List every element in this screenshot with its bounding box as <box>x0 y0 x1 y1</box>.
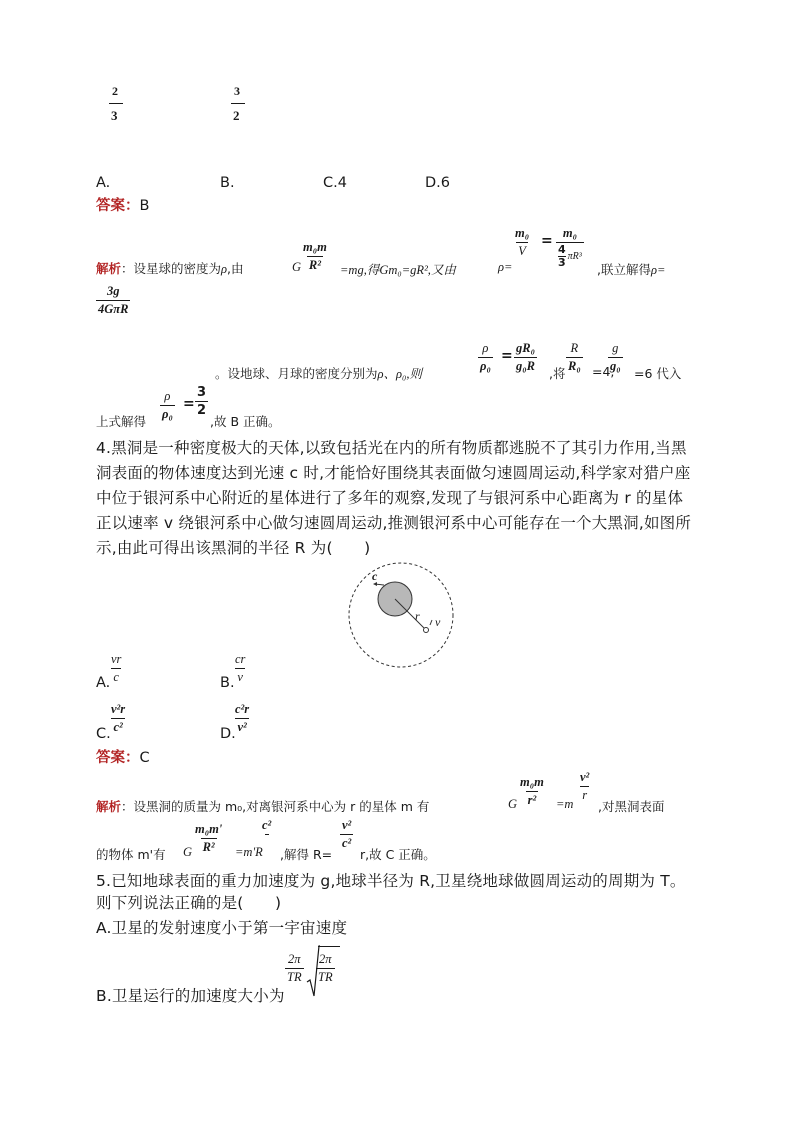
symbol-G: G <box>292 260 302 274</box>
option-b-fraction: $\frac{cr}{v}$ <box>235 652 246 684</box>
fraction-v2-over-c2: $\frac{\text{v²}}{\text{c²}}$ <box>342 818 352 850</box>
black-hole-diagram <box>344 558 460 674</box>
equals-sign: = <box>501 348 513 364</box>
fraction-2pi-over-TR: $\frac{2\pi}{TR}$ <box>287 952 302 984</box>
equals-sign: = <box>183 396 195 412</box>
question-4-stem-line: 正以速率 v 绕银河系中心做匀速圆周运动,推测银河系中心可能存在一个大黑洞,如图所 <box>96 514 692 532</box>
analysis-text: ,故 B 正确。 <box>210 414 281 429</box>
fraction-R-over-R0: $\frac{R}{\text{R₀}}$ <box>568 341 581 373</box>
option-b-text: B.卫星运行的加速度大小为 <box>96 987 285 1005</box>
fraction-v2-over-r: $\frac{\text{v²}}{r}$ <box>580 770 590 802</box>
fraction-m0-over-volume: m₀ 4 3 πR³ <box>558 226 582 269</box>
sqrt-overline <box>318 946 340 947</box>
label-v: v <box>435 615 441 629</box>
analysis-text: ,解得 R= <box>280 847 333 862</box>
answer-label: 答案 <box>96 750 125 766</box>
analysis-label: 解析 <box>96 799 122 814</box>
analysis-text: ,对黑洞表面 <box>598 799 665 814</box>
analysis-text: =mg,得Gm₀=gR²,又由 <box>340 263 456 277</box>
analysis-text: =6 代入 <box>634 366 682 381</box>
symbol-G: G <box>508 797 518 811</box>
velocity-v-arrow <box>430 620 432 625</box>
eq-mpR: =m'R <box>235 845 263 859</box>
label-r: r <box>415 609 420 623</box>
option-b-label: B. <box>220 675 235 691</box>
fraction-m0m-over-R2: $\frac{\text{m₀m}}{\text{R²}}$ <box>303 240 327 272</box>
question-5-stem-line: 则下列说法正确的是( ) <box>96 894 282 912</box>
option-c-fraction: $\frac{\text{v²r}}{\text{c²}}$ <box>111 702 126 734</box>
fraction-g-over-g0: $\frac{g}{\text{g₀}}$ <box>610 341 621 373</box>
analysis-text: ,联立解得ρ= <box>597 262 666 277</box>
fraction-m0m-over-r2: $\frac{\text{m₀m}}{\text{r²}}$ <box>520 775 544 807</box>
fraction-denominator: 3 <box>111 108 118 123</box>
fraction-sqrt-2pi-over-TR: $\frac{2\pi}{TR}$ <box>318 952 333 984</box>
analysis-text: =4, <box>592 364 615 379</box>
fraction-m0mp-over-R2: $\frac{\text{m₀m'}}{\text{R²}}$ <box>195 822 223 854</box>
answer-value: C <box>139 750 150 766</box>
fraction-3g-over-4GpiR: 3g 4GπR <box>98 284 129 316</box>
analysis-text: ,将 <box>549 366 566 381</box>
answer-label: 答案 <box>96 198 125 214</box>
fraction-rho-over-rho0: $\frac{\rho}{\text{ρ₀}}$ <box>480 341 491 373</box>
analysis-label: 解析 <box>96 261 122 276</box>
equals-sign: = <box>541 233 553 249</box>
fraction-bar <box>109 103 123 104</box>
option-d-fraction: $\frac{\text{c²r}}{\text{v²}}$ <box>235 702 250 734</box>
analysis-text: 的物体 m'有 <box>96 847 166 862</box>
option-c-label: C. <box>96 726 111 742</box>
fraction-3-over-2: $\frac{3}{2}$ <box>197 385 207 418</box>
analysis-line: 解析：设星球的密度为ρ,由 <box>96 261 244 276</box>
fraction-fragment-numerator: 2 <box>112 84 118 98</box>
option-d: D.6 <box>425 175 450 191</box>
analysis-line: 解析：设黑洞的质量为 m₀,对离银河系中心为 r 的星体 m 有 <box>96 799 430 814</box>
analysis-text: 。设地球、月球的密度分别为ρ、ρ₀,则 <box>215 366 422 381</box>
label-c: c <box>372 569 378 583</box>
rho-eq: ρ= <box>498 260 513 274</box>
question-4-stem-line: 示,由此可得出该黑洞的半径 R 为( ) <box>96 539 371 557</box>
answer-value: B <box>139 198 150 214</box>
option-d-label: D. <box>220 726 236 742</box>
fraction-gR0-over-g0R: $\frac{\text{gR₀}}{\text{g₀R}}$ <box>516 341 535 373</box>
answer-line: 答案：B <box>96 198 150 214</box>
option-a: A.卫星的发射速度小于第一宇宙速度 <box>96 919 348 937</box>
fraction-denominator: 2 <box>233 108 240 123</box>
question-4-stem-line: 洞表面的物体速度达到光速 c 时,才能恰好围绕其表面做匀速圆周运动,科学家对猎户座 <box>96 464 691 482</box>
question-4-stem-line: 4.黑洞是一种密度极大的天体,以致包括光在内的所有物质都逃脱不了其引力作用,当黑 <box>96 439 687 457</box>
option-b: B. <box>220 175 235 191</box>
option-a-label: A. <box>96 675 111 691</box>
analysis-text: 上式解得 <box>96 414 147 429</box>
question-5-stem-line: 5.已知地球表面的重力加速度为 g,地球半径为 R,卫星绕地球做圆周运动的周期为 T。 <box>96 872 686 890</box>
fraction-rho-over-rho0: $\frac{\rho}{\text{ρ₀}}$ <box>162 389 173 421</box>
option-c: C.4 <box>323 175 347 191</box>
question-4-stem-line: 中位于银河系中心附近的星体进行了多年的观察,发现了与银河系中心距离为 r 的星体 <box>96 489 684 507</box>
analysis-text: r,故 C 正确。 <box>360 847 436 862</box>
fraction-bar <box>231 103 245 104</box>
star-point <box>424 628 429 633</box>
fraction-m0-over-V: $\frac{\text{m₀}}{V}$ <box>515 226 530 258</box>
option-a-fraction: $\frac{vr}{c}$ <box>111 652 122 684</box>
fraction-fragment-numerator: 3 <box>234 84 240 98</box>
answer-line: 答案：C <box>96 750 150 766</box>
eq-m: =m <box>556 797 574 811</box>
fraction-c2: c² <box>260 818 273 850</box>
option-a: A. <box>96 175 111 191</box>
symbol-G: G <box>183 845 193 859</box>
